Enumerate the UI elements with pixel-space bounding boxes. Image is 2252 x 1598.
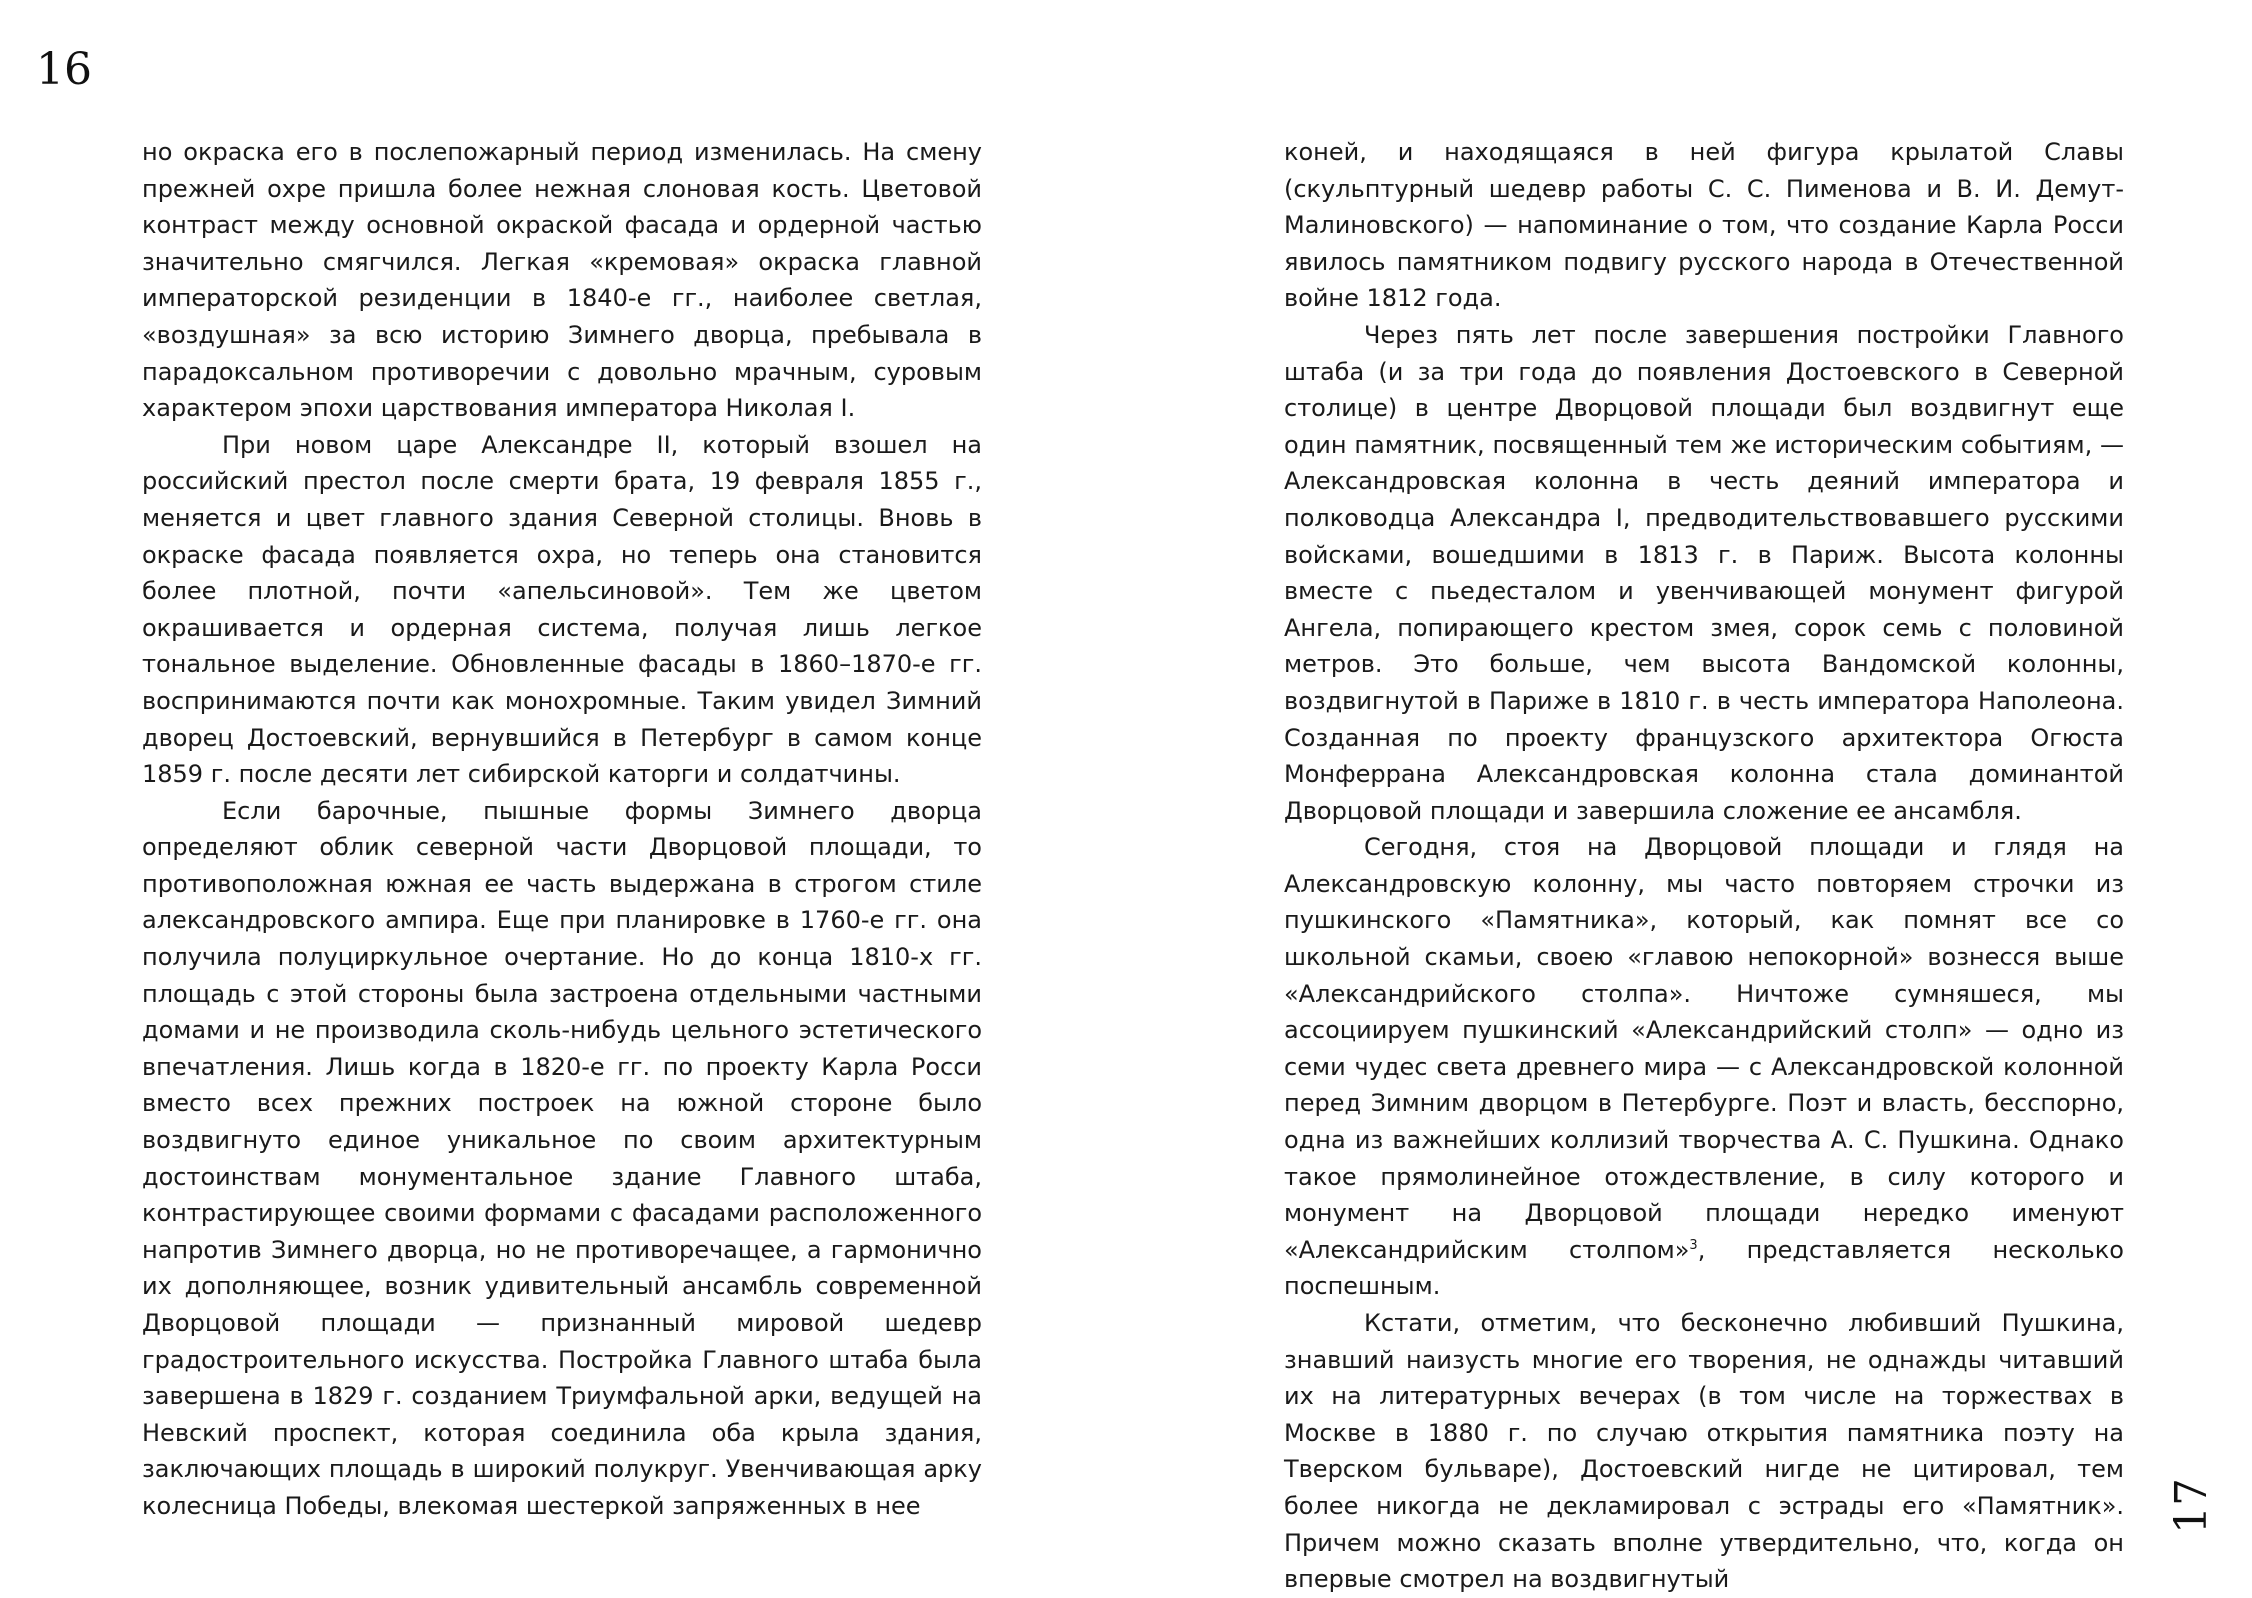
- page-number-right: 17: [2166, 1478, 2217, 1534]
- paragraph-text: Сегодня, стоя на Дворцовой площади и глядя на Александровскую колонну, мы часто повторяем строчки из пушкинского «Памятника», который, как помнят все со школьной скамьи, своею «главою непокорной» вознесся выше «Александрийского столпа». Ничтоже сумняшеся, мы ассоциируем пушкинский «Александрийский столп» — одно из семи чудес света древнего мира — с Александровской колонной перед Зимним дворцом в Петербурге. Поэт и власть, бесспорно, одна из важнейших коллизий творчества А. С. Пушкина. Однако такое прямолинейное отождествление, в силу которого и монумент на Дворцовой площади нередко именуют «Александрийским столпом»: [1284, 833, 2124, 1264]
- paragraph: но окраска его в послепожарный период изменилась. На смену прежней охре пришла более нежная слоновая кость. Цветовой контраст между основной окраской фасада и ордерной частью значительно смягчился. Легкая «кремовая» окраска главной императорской резиденции в 1840-е гг., наиболее светлая, «воздушная» за всю историю Зимнего дворца, пребывала в парадоксальном противоречии с довольно мрачным, суровым характером эпохи царствования императора Николая I.: [142, 138, 982, 423]
- right-page-text: [1284, 134, 2124, 1598]
- paragraph: Если барочные, пышные формы Зимнего дворца определяют облик северной части Дворцовой площади, то противоположная южная ее часть выдержана в строгом стиле александровского ампира. Еще при планировке в 1760-е гг. она получила полуциркульное очертание. Но до конца 1810-х гг. площадь с этой стороны была застроена отдельными частными домами и не производила сколь-нибудь цельного эстетического впечатления. Лишь когда в 1820-е гг. по проекту Карла Росси вместо всех прежних построек на южной стороне было воздвигнуто единое уникальное по своим архитектурным достоинствам монументальное здание Главного штаба, контрастирующее своими формами с фасадами расположенного напротив Зимнего дворца, но не противоречащее, а гармонично их дополняющее, возник удивительный ансамбль современной Дворцовой площади — признанный мировой шедевр градостроительного искусства. Постройка Главного штаба была завершена в 1829 г. созданием Триумфальной арки, ведущей на Невский проспект, которая соединила оба крыла здания, заключающих площадь в широкий полукруг. Увенчивающая арку колесница Победы, влекомая шестеркой запряженных в нее: [142, 796, 982, 1520]
- page-number-left: 16: [36, 44, 92, 95]
- paragraph: Через пять лет после завершения постройки Главного штаба (и за три года до появления Достоевского в Северной столице) в центре Дворцовой площади был воздвигнут еще один памятник, посвященный тем же историческим событиям, — Александровская колонна в честь деяний императора и полководца Александра I, предводительствовавшего русскими войсками, вошедшими в 1813 г. в Париж. Высота колонны вместе с пьедесталом и увенчивающей монумент фигурой Ангела, попирающего крестом змея, сорок семь с половиной метров. Это больше, чем высота Вандомской колонны, воздвигнутой в Париже в 1810 г. в честь императора Наполеона. Созданная по проекту французского архитектора Огюста Монферрана Александровская колонна стала доминантой Дворцовой площади и завершила сложение ее ансамбля.: [1284, 320, 2124, 825]
- paragraph: При новом царе Александре II, который взошел на российский престол после смерти брата, 19 февраля 1855 г., меняется и цвет главного здания Северной столицы. Вновь в окраске фасада появляется охра, но теперь она становится более плотной, почти «апельсиновой». Тем же цветом окрашивается и ордерная система, получая лишь легкое тональное выделение. Обновленные фасады в 1860–1870-е гг. воспринимаются почти как монохромные. Таким увидел Зимний дворец Достоевский, вернувшийся в Петербург в самом конце 1859 г. после десяти лет сибирской каторги и солдатчины.: [142, 430, 982, 789]
- footnote-marker: 3: [1689, 1237, 1698, 1253]
- paragraph: Кстати, отметим, что бесконечно любивший Пушкина, знавший наизусть многие его творения, не однажды читавший их на литературных вечерах (в том числе на торжествах в Москве в 1880 г. по случаю открытия памятника поэту на Тверском бульваре), Достоевский нигде не цитировал, тем более никогда не декламировал с эстрады его «Памятник». Причем можно сказать вполне утвердительно, что, когда он впервые смотрел на воздвигнутый: [1284, 1309, 2124, 1594]
- left-page-text: [142, 134, 982, 1525]
- paragraph: [1284, 829, 2124, 1305]
- paragraph-text-tail: , представляется несколько поспешным.: [1284, 1235, 2124, 1301]
- paragraph: коней, и находящаяся в ней фигура крылатой Славы (скульптурный шедевр работы С. С. Пименова и В. И. Демут-Малиновского) — напоминание о том, что создание Карла Росси явилось памятником подвигу русского народа в Отечественной войне 1812 года.: [1284, 138, 2124, 313]
